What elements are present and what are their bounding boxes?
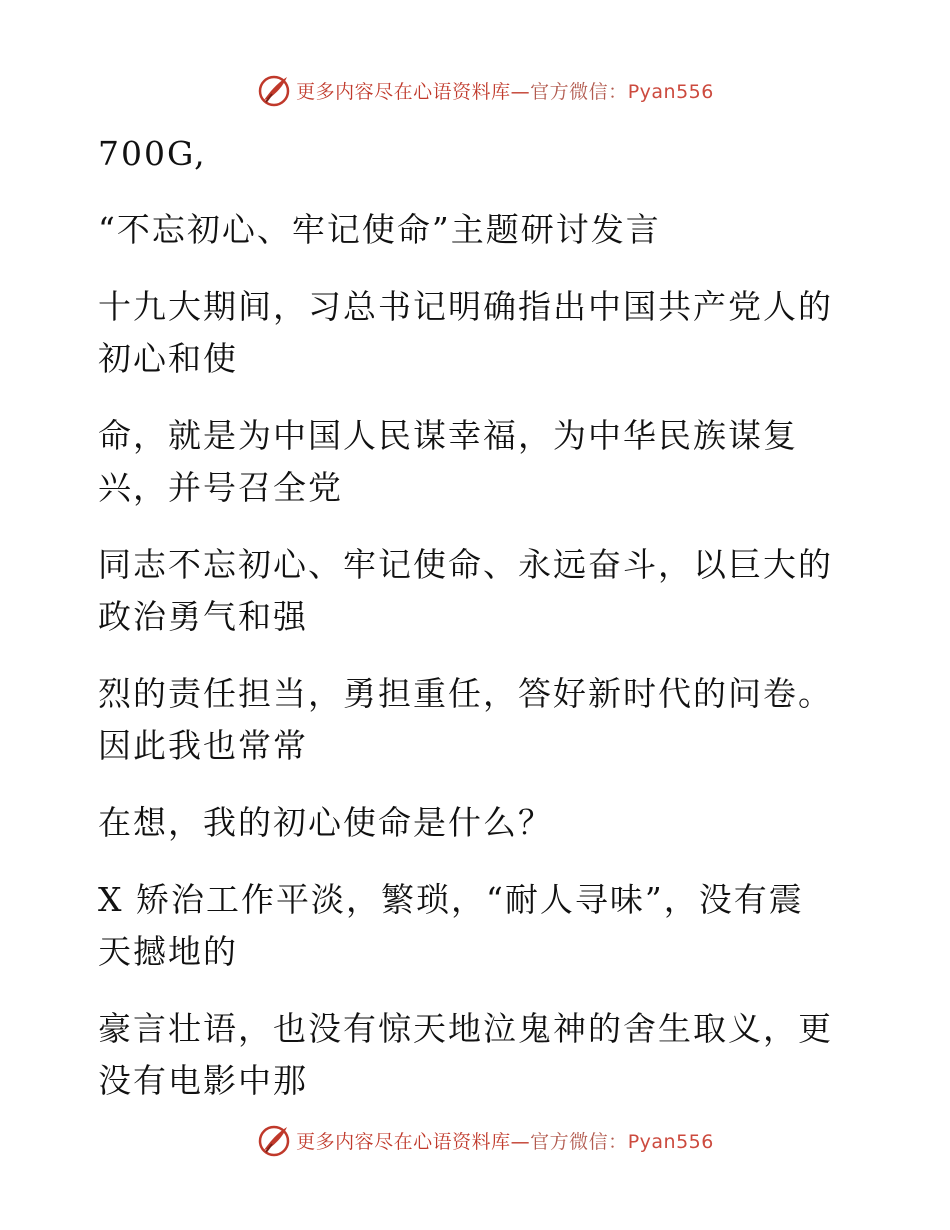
- doc-line: 700G,: [98, 134, 207, 173]
- header-watermark: [0, 70, 950, 110]
- watermark-group: [256, 1122, 714, 1158]
- doc-line: 天撼地的: [98, 932, 238, 971]
- doc-line: 政治勇气和强: [98, 597, 308, 636]
- watermark-dash: —: [510, 1130, 531, 1153]
- doc-line: 在想，我的初心使命是什么？: [98, 803, 553, 842]
- doc-line: 豪言壮语，也没有惊天地泣鬼神的舍生取义，更: [98, 1009, 833, 1048]
- footer-watermark: [0, 1120, 950, 1160]
- watermark-group: [256, 72, 714, 108]
- document-body: [98, 120, 838, 1107]
- watermark-wechat-id: Pyan556: [627, 80, 714, 103]
- doc-line: 兴，并号召全党: [98, 468, 343, 507]
- feather-pen-logo-icon: [256, 1122, 292, 1158]
- watermark-wechat-label: 官方微信：: [530, 1130, 628, 1153]
- doc-line: 命，就是为中国人民谋幸福，为中华民族谋复: [98, 416, 798, 455]
- watermark-wechat-label: 官方微信：: [530, 80, 628, 103]
- doc-line: 十九大期间，习总书记明确指出中国共产党人的: [98, 287, 833, 326]
- doc-title: “不忘初心、牢记使命”主题研讨发言: [98, 210, 661, 249]
- doc-line: 同志不忘初心、牢记使命、永远奋斗，以巨大的: [98, 545, 833, 584]
- watermark-site: 更多内容尽在心语资料库: [296, 80, 511, 103]
- doc-line: 烈的责任担当，勇担重任，答好新时代的问卷。: [98, 674, 833, 713]
- doc-line: 没有电影中那: [98, 1061, 308, 1100]
- feather-pen-logo-icon: [256, 72, 292, 108]
- watermark-site: 更多内容尽在心语资料库: [296, 1130, 511, 1153]
- doc-line: X 矫治工作平淡，繁琐，“耐人寻味”，没有震: [98, 880, 804, 919]
- watermark-text: [296, 77, 714, 104]
- doc-line: 因此我也常常: [98, 726, 308, 765]
- watermark-text: [296, 1127, 714, 1154]
- watermark-wechat-id: Pyan556: [627, 1130, 714, 1153]
- doc-line: 初心和使: [98, 339, 238, 378]
- watermark-dash: —: [510, 80, 531, 103]
